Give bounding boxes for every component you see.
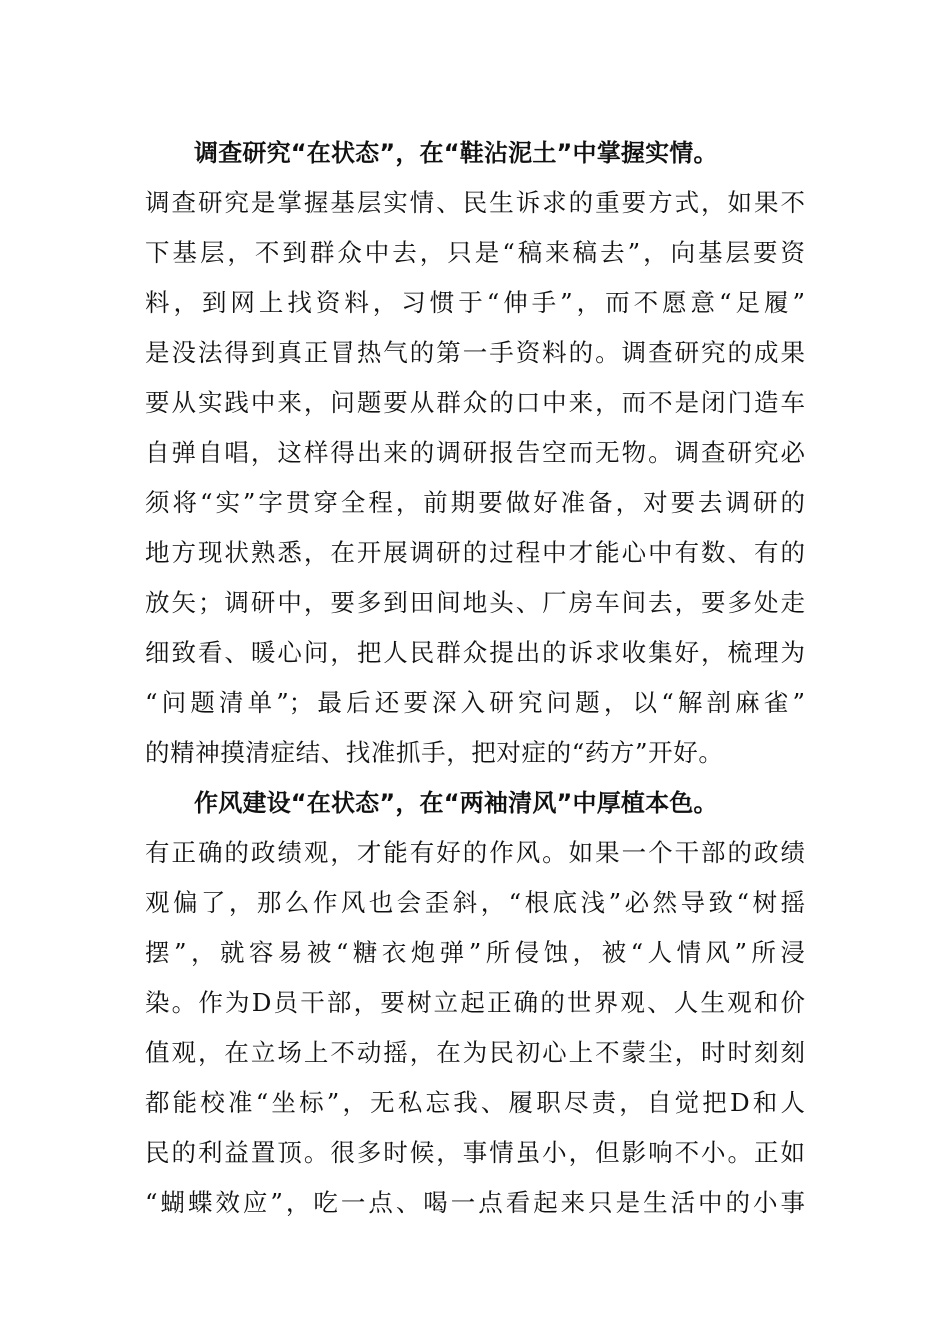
paragraph-line: 调查研究是掌握基层实情、民生诉求的重要方式，如果不 [145,188,805,217]
paragraph-line: 细致看、暖心问，把人民群众提出的诉求收集好，梳理为 [145,638,805,667]
paragraph-line: 要从实践中来，问题要从群众的口中来，而不是闭门造车 [145,388,805,417]
paragraph-line: 自弹自唱，这样得出来的调研报告空而无物。调查研究必 [145,438,805,467]
paragraph-line: 地方现状熟悉，在开展调研的过程中才能心中有数、有的 [145,538,805,567]
paragraph-line: 摆”，就容易被“糖衣炮弹”所侵蚀，被“人情风”所浸 [145,938,805,967]
paragraph-line: 都能校准“坐标”，无私忘我、履职尽责，自觉把D和人 [145,1088,805,1117]
paragraph-line: “蝴蝶效应”，吃一点、喝一点看起来只是生活中的小事 [145,1188,805,1217]
paragraph-line: 的精神摸清症结、找准抓手，把对症的“药方”开好。 [145,738,724,767]
section-heading: 作风建设“在状态”，在“两袖清风”中厚植本色。 [194,789,718,817]
paragraph-line: 下基层，不到群众中去，只是“稿来稿去”，向基层要资 [145,238,805,267]
paragraph-line: 是没法得到真正冒热气的第一手资料的。调查研究的成果 [145,338,805,367]
paragraph-line: “问题清单”；最后还要深入研究问题，以“解剖麻雀” [145,688,805,717]
paragraph-line: 放矢；调研中，要多到田间地头、厂房车间去，要多处走 [145,588,805,617]
paragraph-line: 染。作为D员干部，要树立起正确的世界观、人生观和价 [145,988,805,1017]
paragraph-line: 观偏了，那么作风也会歪斜，“根底浅”必然导致“树摇 [145,888,805,917]
section-heading: 调查研究“在状态”，在“鞋沾泥土”中掌握实情。 [194,139,718,167]
paragraph-line: 民的利益置顶。很多时候，事情虽小，但影响不小。正如 [145,1138,805,1167]
paragraph-line: 有正确的政绩观，才能有好的作风。如果一个干部的政绩 [145,838,805,867]
document-body [145,128,805,1228]
paragraph-line: 值观，在立场上不动摇，在为民初心上不蒙尘，时时刻刻 [145,1038,805,1067]
paragraph-line: 须将“实”字贯穿全程，前期要做好准备，对要去调研的 [145,488,805,517]
paragraph-line: 料，到网上找资料，习惯于“伸手”，而不愿意“足履” [145,288,805,317]
